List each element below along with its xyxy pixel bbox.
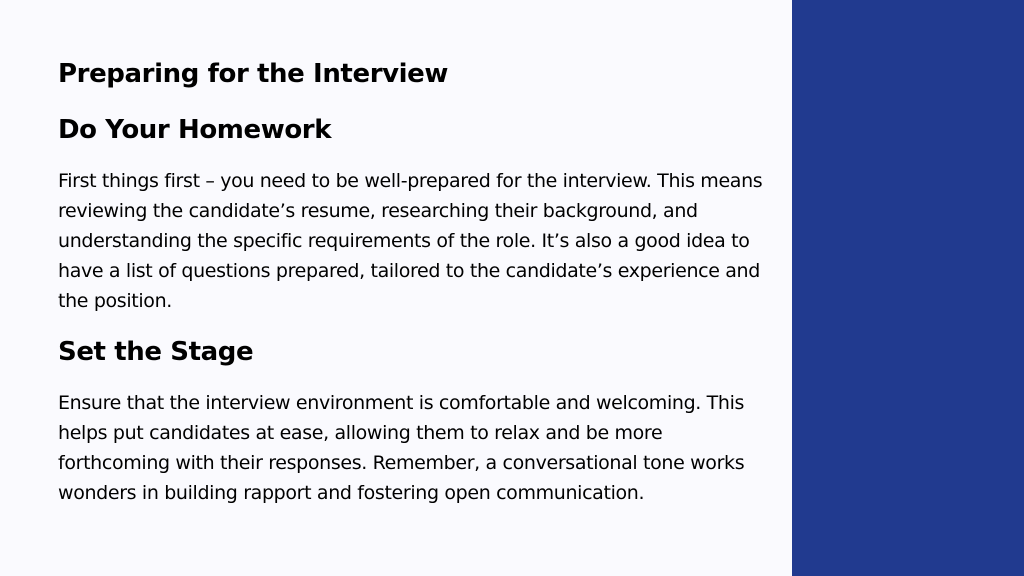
slide-content — [58, 56, 778, 508]
slide-title: Preparing for the Interview — [58, 59, 449, 89]
section-heading-homework: Do Your Homework — [58, 115, 332, 145]
section-heading-set-stage: Set the Stage — [58, 337, 254, 367]
section-body-set-stage: Ensure that the interview environment is comfortable and welcoming. This helps put candidates at ease, allowing them to relax and be more forthcoming with their responses. Remember, a conversational tone works wonders in building rapport and fostering open communication. — [58, 392, 745, 504]
section-body-homework: First things first – you need to be well-prepared for the interview. This means reviewing the candidate’s resume, researching their background, and understanding the specific requirements of the role. It’s also a good idea to have a list of questions prepared, tailored to the candidate’s experience and the position. — [58, 170, 763, 312]
decorative-side-panel — [792, 0, 1024, 576]
